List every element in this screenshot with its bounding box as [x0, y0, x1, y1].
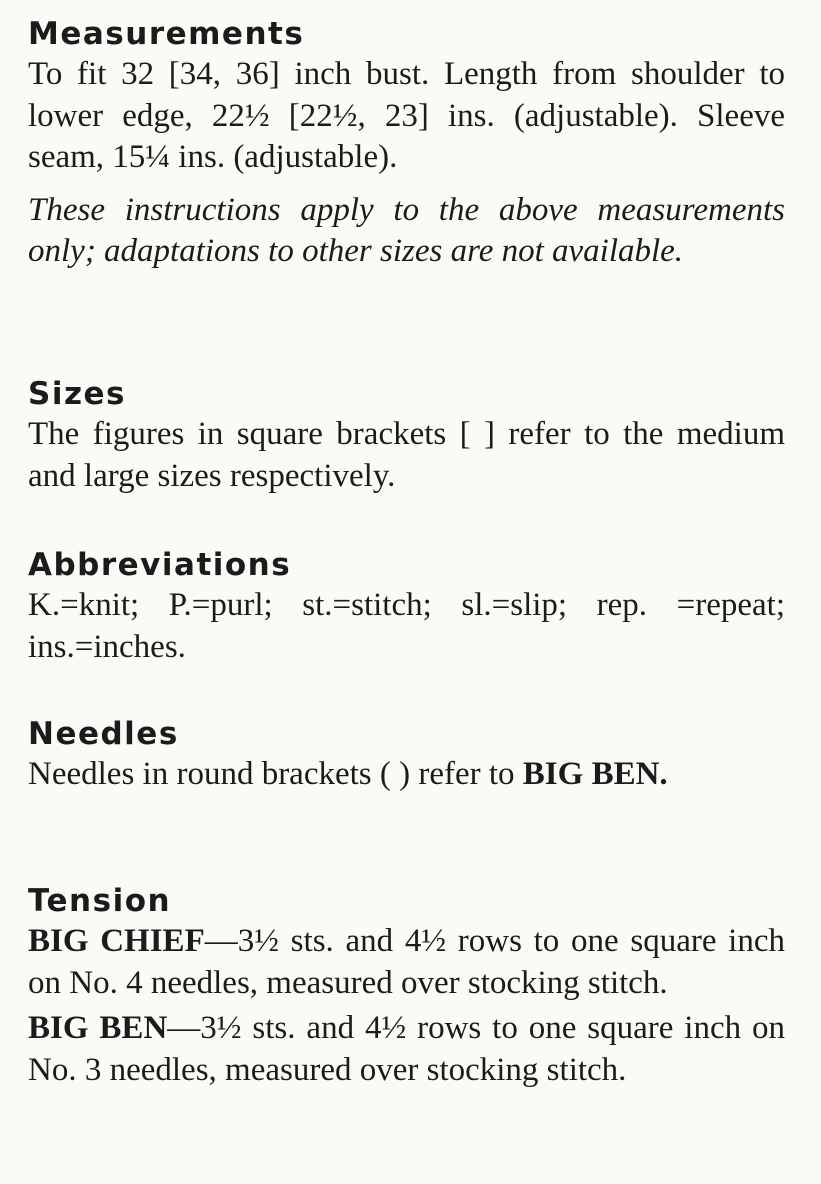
tension-big-ben-text: —3½ sts. and 4½ rows to one square inch on No. 3 needles, measured over stocking stitch. [28, 1010, 786, 1088]
tension-big-chief-text: —3½ sts. and 4½ rows to one square inch on No. 4 needles, measured over stocking stitch. [28, 923, 785, 1001]
measurements-heading: Measurements [28, 16, 305, 52]
needles-heading: Needles [28, 716, 179, 752]
abbreviations-section [28, 545, 785, 668]
tension-big-chief [28, 921, 785, 1004]
sizes-heading: Sizes [28, 376, 126, 412]
tension-section [28, 881, 785, 1091]
tension-heading: Tension [28, 883, 172, 919]
needles-text-plain: Needles in round brackets ( ) refer to [28, 756, 523, 792]
sizes-text: The figures in square brackets [ ] refer to the medium and large sizes respectively. [28, 416, 785, 494]
tension-big-ben [28, 1008, 785, 1091]
needles-section [28, 714, 785, 796]
needles-text [28, 754, 785, 796]
measurements-section [28, 14, 785, 273]
tension-big-ben-label: BIG BEN [28, 1010, 168, 1046]
tension-big-chief-label: BIG CHIEF [28, 923, 205, 959]
measurements-text: To fit 32 [34, 36] inch bust. Length from shoulder to lower edge, 22½ [22½, 23] ins. (adjustable). Sleeve seam, 15¼ ins. (adjustable). [28, 56, 785, 175]
needles-text-bold: BIG BEN. [522, 756, 668, 792]
sizes-section [28, 374, 785, 497]
measurements-note: These instructions apply to the above measurements only; adaptations to other sizes are not available. [28, 191, 785, 269]
abbreviations-text: K.=knit; P.=purl; st.=stitch; sl.=slip; rep. =repeat; ins.=inches. [28, 587, 785, 665]
abbreviations-heading: Abbreviations [28, 547, 292, 583]
